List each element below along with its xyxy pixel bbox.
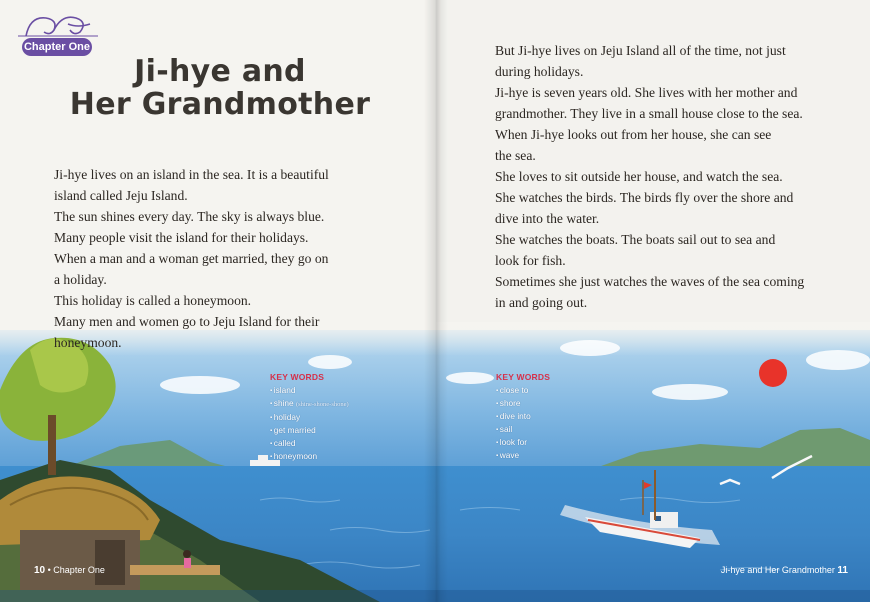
text-line: Many people visit the island for their holidays. [54, 230, 309, 245]
girl [183, 550, 191, 568]
left-body-text [54, 164, 329, 353]
text-line: This holiday is called a honeymoon. [54, 293, 252, 308]
footer-left [34, 565, 105, 576]
text-line: She loves to sit outside her house, and watch the sea. [495, 169, 783, 184]
text-line: look for fish. [495, 253, 566, 268]
footer-right [721, 565, 848, 576]
key-word-item: ▪ sail [496, 423, 550, 436]
key-word-shine-forms: (shine-shone-shone) [295, 401, 349, 408]
key-words-box-right [496, 372, 550, 462]
page-number-left: 10 [34, 565, 46, 576]
chapter-title [50, 55, 390, 121]
footer-left-label: Chapter One [53, 565, 105, 575]
key-word-item: ▪ island [270, 384, 349, 397]
text-line: during holidays. [495, 64, 584, 79]
key-word-shine: shine [273, 398, 294, 408]
bench [130, 565, 220, 575]
key-word-item: ▪ holiday [270, 411, 349, 424]
page-number-right: 11 [837, 565, 848, 576]
title-line-1: Ji-hye and [134, 54, 306, 89]
footer-right-label: Ji-hye and Her Grandmother [720, 565, 835, 575]
key-word-item: ▪ dive into [496, 410, 550, 423]
text-line: the sea. [495, 148, 536, 163]
text-line: Sometimes she just watches the waves of the sea coming [495, 274, 805, 289]
text-line: a holiday. [54, 272, 107, 287]
text-line: Ji-hye lives on an island in the sea. It is a beautiful [54, 167, 329, 182]
text-line: When a man and a woman get married, they go on [54, 251, 329, 266]
key-word-item: ▪ close to [496, 384, 550, 397]
sun [759, 359, 787, 387]
text-line: grandmother. They live in a small house close to the sea. [495, 106, 803, 121]
key-word-item: ▪ shore [496, 397, 550, 410]
text-line: She watches the boats. The boats sail out to sea and [495, 232, 776, 247]
text-line: Many men and women go to Jeju Island for their [54, 314, 320, 329]
text-line: in and going out. [495, 295, 588, 310]
text-line: But Ji-hye lives on Jeju Island all of the time, not just [495, 43, 786, 58]
right-body-text [495, 40, 804, 313]
title-line-2: Her Grandmother [69, 87, 371, 122]
text-line: She watches the birds. The birds fly over the shore and [495, 190, 794, 205]
key-words-box-left [270, 372, 349, 463]
key-word-item: ▪ get married [270, 424, 349, 437]
key-word-item: ▪ look for [496, 436, 550, 449]
key-words-heading: KEY WORDS [270, 372, 325, 382]
text-line: dive into the water. [495, 211, 600, 226]
key-word-item: ▪ called [270, 437, 349, 450]
text-line: honeymoon. [54, 335, 122, 350]
bullet-icon: • [47, 565, 54, 575]
key-words-heading: KEY WORDS [496, 372, 551, 382]
text-line: The sun shines every day. The sky is always blue. [54, 209, 325, 224]
key-word-item: ▪ honeymoon [270, 450, 349, 463]
text-line: island called Jeju Island. [54, 188, 188, 203]
key-word-item: ▪ wave [496, 449, 550, 462]
text-line: Ji-hye is seven years old. She lives with her mother and [495, 85, 798, 100]
text-line: When Ji-hye looks out from her house, she can see [495, 127, 772, 142]
chapter-badge: Chapter One [22, 38, 92, 56]
key-word-item [270, 397, 349, 411]
